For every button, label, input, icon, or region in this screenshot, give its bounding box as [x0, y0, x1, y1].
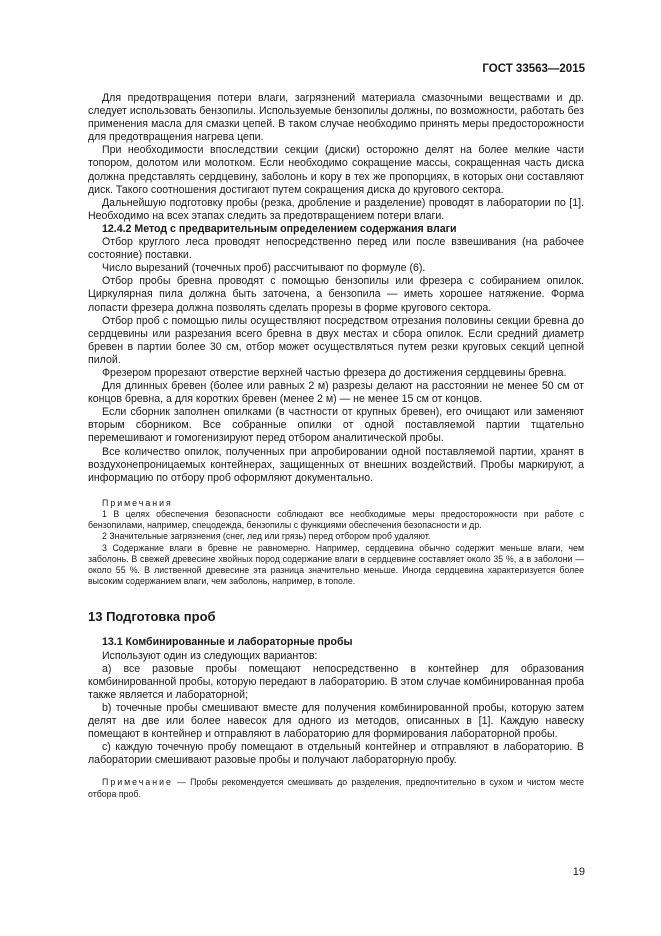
list-item-a: a) все разовые пробы помещают непосредственно в контейнер для образования комбинированной пробы, которую передают в лабораторию. В этом случае комбинированная проба также является и лабораторной; — [88, 662, 584, 701]
note-item: 2 Значительные загрязнения (снег, лед или грязь) перед отбором проб удаляют. — [102, 531, 431, 542]
paragraph: Отбор пробы бревна проводят с помощью бензопилы или фрезера с собиранием опилок. Циркулярная пила должна быть заточена, а бензопила — иметь хорошее натяжение. Форма лопасти фрезера должна позволять сделать прорезы в форме кругового сектора. — [88, 275, 584, 314]
paragraph: Если сборник заполнен опилками (в частности от крупных бревен), его очищают или заменяют вторым сборником. Все собранные опилки от одной поставляемой партии тщательно перемешивают и гомогенизируют перед отбором аналитической пробы. — [88, 406, 584, 445]
subsection-heading-12-4-2: 12.4.2 Метод с предварительным определением содержания влаги — [102, 222, 457, 235]
section-note — [88, 777, 584, 799]
notes-block — [88, 498, 584, 588]
note-label: Примечание — [102, 777, 173, 788]
paragraph: Число вырезаний (точечных проб) рассчитывают по формуле (6). — [102, 262, 426, 275]
paragraph: Для предотвращения потери влаги, загрязнений материала смазочными веществами и др. следует использовать бензопилы. Используемые бензопилы должны, по возможности, работать без применения масла для смазки цепей. В таком случае необходимо принять меры предосторожности для предотвращения нагрева цепи. — [88, 92, 584, 144]
paragraph: Отбор круглого леса проводят непосредственно перед или после взвешивания (на рабочее состояние) поставки. — [88, 236, 584, 262]
paragraph: Для длинных бревен (более или равных 2 м) разрезы делают на расстоянии не менее 50 см от концов бревна, а для коротких бревен (менее 2 м) — не менее 15 см от концов. — [88, 380, 584, 406]
paragraph: Все количество опилок, полученных при апробировании одной поставляемой партии, хранят в воздухонепроницаемых контейнерах, защищенных от внешних воздействий. Пробы маркируют, а информацию по отбору проб оформляют документально. — [88, 445, 584, 484]
subsection-heading-13-1: 13.1 Комбинированные и лабораторные пробы — [102, 636, 353, 649]
paragraph: Отбор проб с помощью пилы осуществляют посредством отрезания половины секции бревна до сердцевины или разрезания всего бревна в двух местах и сбора опилок. Если средний диаметр бревен в партии более 30 см, отбор может осуществляться путем резки круговых секций цепной пилой. — [88, 314, 584, 366]
paragraph: Фрезером прорезают отверстие верхней частью фрезера до достижения сердцевины бревна. — [102, 366, 567, 379]
paragraph: Дальнейшую подготовку пробы (резка, дробление и разделение) проводят в лаборатории по [1]. Необходимо на всех этапах следить за предотвращением потери влаги. — [88, 196, 584, 222]
section-heading-13: 13 Подготовка проб — [88, 609, 216, 625]
note-text: — Пробы рекомендуется смешивать до разделения, предпочтительно в сухом и чистом месте отбора проб. — [88, 777, 584, 799]
notes-title: Примечания — [102, 497, 173, 508]
paragraph: Используют один из следующих вариантов: — [102, 649, 318, 662]
list-item-c: c) каждую точечную пробу помещают в отдельный контейнер и отправляют в лабораторию. В лаборатории смешивают разовые пробы и получают лабораторную пробу. — [88, 741, 584, 767]
note-item: 3 Содержание влаги в бревне не равномерно. Например, сердцевина обычно содержит меньше влаги, чем заболонь. В свежей древесине хвойных пород содержание влаги в сердцевине составляет около 35 %, а в заболони — около 55 %. В лиственной древесине эта разница значительно меньше. Иногда сердцевина характеризуется более высоким содержанием влаги, чем заболонь, например, в тополе. — [88, 542, 584, 587]
page-content — [88, 92, 584, 800]
list-item-b: b) точечные пробы смешивают вместе для получения комбинированной пробы, которую затем делят на две или более навесок для одного из методов, описанных в [1]. Каждую навеску помещают в контейнер и отправляют в лабораторию для формирования лабораторной пробы. — [88, 701, 584, 741]
section-note-text — [88, 777, 584, 799]
paragraph: При необходимости впоследствии секции (диски) осторожно делят на более мелкие части топором, долотом или молотком. Если необходимо сокращение массы, сокращенная часть диска должна представлять сердцевину, заболонь и кору в тех же пропорциях, в которых они составляют диск. Такого соотношения достигают путем сокращения диска до кругового сектора. — [88, 144, 584, 196]
standard-header: ГОСТ 33563—2015 — [482, 63, 585, 75]
page-number: 19 — [572, 866, 585, 878]
note-item: 1 В целях обеспечения безопасности соблюдают все необходимые меры предосторожности при работе с бензопилами, например, спецодежда, бензопилы с функциями обеспечения безопасности и др. — [88, 509, 584, 531]
